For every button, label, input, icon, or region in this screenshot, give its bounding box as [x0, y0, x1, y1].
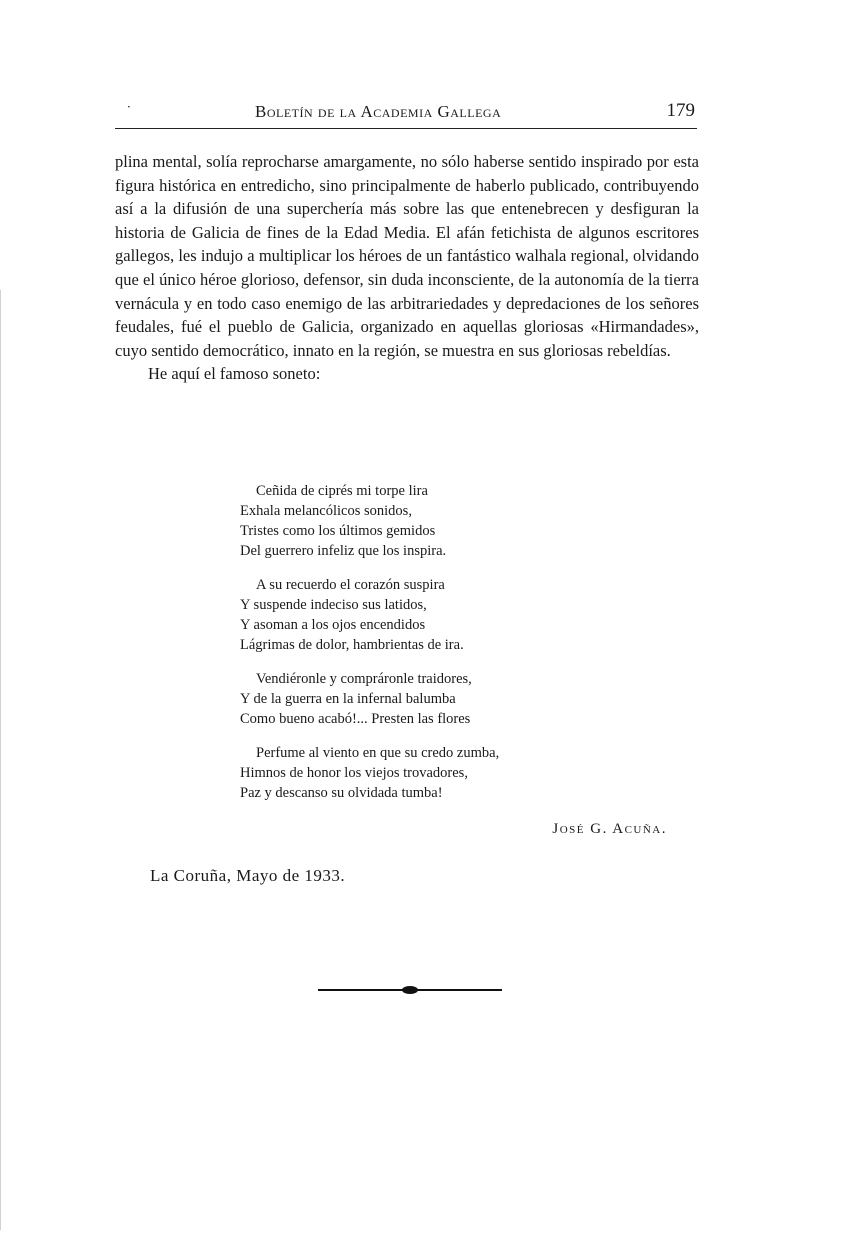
poem-line: Ceñida de ciprés mi torpe lira — [256, 483, 428, 499]
poem-line: Exhala melancólicos sonidos, — [240, 503, 412, 519]
poem-line: Como bueno acabó!... Presten las flores — [240, 711, 471, 727]
poem-line: Y asoman a los ojos encendidos — [240, 617, 426, 633]
poem-line: Del guerrero infeliz que los inspira. — [240, 543, 447, 559]
stanza-4 — [240, 743, 620, 803]
poem-line: Vendiéronle y compráronle traidores, — [256, 671, 472, 687]
poem-line: Y de la guerra en la infernal balumba — [240, 691, 456, 707]
body-text — [115, 150, 699, 386]
poem-line: Paz y descanso su olvidada tumba! — [240, 785, 443, 801]
poem-line: Tristes como los últimos gemidos — [240, 523, 436, 539]
sonnet — [240, 481, 620, 817]
stanza-3 — [240, 669, 620, 729]
stanza-2 — [240, 575, 620, 655]
author-signature: José G. Acuña. — [552, 821, 667, 837]
header-dot: · — [127, 100, 131, 114]
sonnet-intro: He aquí el famoso soneto: — [148, 364, 321, 384]
poem-line: Himnos de honor los viejos trovadores, — [240, 765, 468, 781]
journal-title: Boletín de la Academia Gallega — [255, 102, 502, 121]
poem-line: Y suspende indeciso sus latidos, — [240, 597, 427, 613]
stanza-1 — [240, 481, 620, 561]
running-header — [115, 98, 697, 129]
main-paragraph: plina mental, solía reprocharse amargamente, no sólo haberse sentido inspirado por esta figura histórica en entredicho, sino principalmente de haberlo publicado, contribuyendo así a la difusión de una superchería más sobre las que entenebrecen y desfiguran la historia de Galicia de fines de la Edad Media. El afán fetichista de algunos escritores gallegos, les indujo a multiplicar los héroes de un fantástico walhala regional, olvidando que el único héroe glorioso, defensor, sin duda inconsciente, de la autonomía de la tierra vernácula y en todo caso enemigo de las arbitrariedades y depredaciones de los señores feudales, fué el pueblo de Galicia, organizado en aquellas gloriosas «Hirmandades», cuyo sentido democrático, innato en la región, se muestra en sus gloriosas rebeldías. — [115, 152, 699, 360]
poem-line: Lágrimas de dolor, hambrientas de ira. — [240, 637, 464, 653]
poem-line: Perfume al viento en que su credo zumba, — [256, 745, 500, 761]
page-edge-mark — [0, 290, 7, 1230]
poem-line: A su recuerdo el corazón suspira — [256, 577, 445, 593]
page-number: 179 — [666, 100, 695, 121]
ornament-divider — [318, 982, 502, 998]
place-date: La Coruña, Mayo de 1933. — [150, 866, 346, 885]
